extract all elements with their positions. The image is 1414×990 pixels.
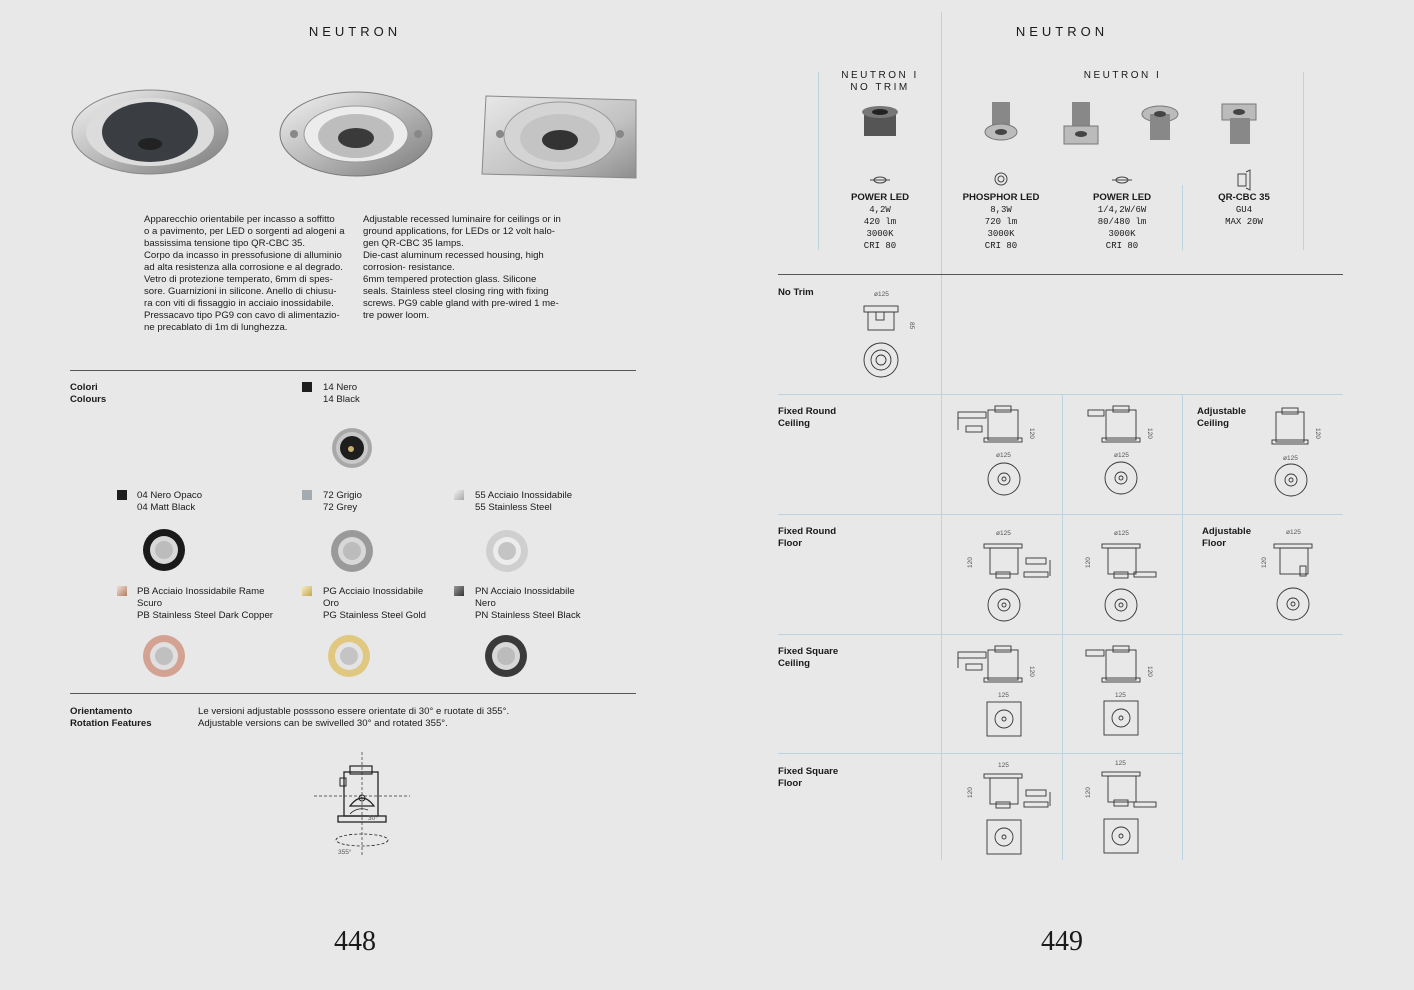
colour-label-04: 04 Nero Opaco 04 Matt Black <box>137 490 203 513</box>
colour-label-55: 55 Acciaio Inossidabile 55 Stainless Steel <box>475 490 573 513</box>
left-page-title: NEUTRON <box>308 24 402 39</box>
dim-label: ø125 <box>1114 530 1129 537</box>
drawing-square-ceiling-b <box>1086 646 1140 735</box>
colour-label-pb: PB Acciaio Inossidabile Rame Scuro PB Stainless Steel Dark Copper <box>137 586 273 621</box>
dim-label: 120 <box>1085 787 1092 798</box>
row-label-fixed-square-floor: Fixed Square Floor <box>778 766 839 789</box>
group-neutron-no-trim: NEUTRON I NO TRIM <box>841 70 919 93</box>
drawing-no-trim <box>864 306 898 377</box>
dim-label: ø125 <box>996 530 1011 537</box>
dim-label: 120 <box>1261 557 1268 568</box>
row-label-fixed-square-ceiling: Fixed Square Ceiling <box>778 646 839 669</box>
row-label-no-trim: No Trim <box>778 287 814 298</box>
tilt-angle-label: 30° <box>368 815 378 822</box>
dim-label: ø125 <box>874 291 889 298</box>
dim-label: 120 <box>967 557 974 568</box>
dim-label: 85 <box>908 322 915 330</box>
page-number-left: 448 <box>334 926 376 957</box>
row-label-fixed-round-floor: Fixed Round Floor <box>778 526 837 549</box>
dim-label: 120 <box>1028 666 1035 677</box>
rotation-label: Orientamento Rotation Features <box>70 706 152 729</box>
dim-label: 125 <box>998 762 1009 769</box>
dim-label: ø125 <box>1114 452 1129 459</box>
page-number-right: 449 <box>1041 926 1083 957</box>
label-adjustable-ceiling: Adjustable Ceiling <box>1197 406 1247 429</box>
colour-label-14: 14 Nero 14 Black <box>323 382 360 405</box>
dim-label: 120 <box>1085 557 1092 568</box>
source-phosphor-led: PHOSPHOR LED 8,3W 720 lm 3000K CRI 80 <box>962 192 1040 251</box>
dim-label: 125 <box>1115 760 1126 767</box>
source-power-led-1: POWER LED 4,2W 420 lm 3000K CRI 80 <box>850 192 910 251</box>
drawing-round-ceiling-a <box>958 406 1022 495</box>
dim-label: ø125 <box>1283 455 1298 462</box>
dimension-labels <box>874 291 1321 798</box>
drawing-round-floor-a <box>984 544 1050 621</box>
dim-label: 120 <box>1146 428 1153 439</box>
source-qr-cbc: QR-CBC 35 GU4 MAX 20W <box>1218 192 1270 227</box>
drawing-adjustable-floor <box>1274 544 1312 620</box>
colours-label: Colori Colours <box>70 382 107 405</box>
colour-label-pg: PG Acciaio Inossidabile Oro PG Stainless Steel Gold <box>323 586 426 621</box>
rotation-text: Le versioni adjustable posssono essere orientate di 30° e ruotate di 355°. Adjustable versions can be swivelled 30° and rotated 355°. <box>198 706 510 729</box>
drawing-round-ceiling-b <box>1088 406 1140 494</box>
rotation-angle-label: 355° <box>338 849 352 856</box>
dim-label: 120 <box>1146 666 1153 677</box>
dim-label: 125 <box>998 692 1009 699</box>
label-adjustable-floor: Adjustable Floor <box>1202 526 1252 549</box>
description-italian: Apparecchio orientabile per incasso a soffitto o a pavimento, per LED o sorgenti ad alogeni a bassissima tensione tipo QR-CBC 35. Corpo da incasso in pressofusione di alluminio ad alta resistenza alla corrosione e al degrado. Vetro di protezione temperato, 6mm di spes- sore. Guarnizioni in silicone. Anello di chiusu- ra con viti di fissaggio in acciaio inossidabile. Pressacavo tipo PG9 con cavo di alimentazio- ne precablato di 1m di lunghezza. <box>144 214 345 333</box>
dim-label: 120 <box>1028 428 1035 439</box>
row-label-fixed-round-ceiling: Fixed Round Ceiling <box>778 406 837 429</box>
group-neutron-i: NEUTRON I <box>1083 70 1162 81</box>
right-page-title: NEUTRON <box>1015 24 1109 39</box>
dim-label: 120 <box>1314 428 1321 439</box>
colour-label-72: 72 Grigio 72 Grey <box>323 490 362 513</box>
dim-label: 120 <box>967 787 974 798</box>
drawing-square-floor-b <box>1102 772 1156 853</box>
drawing-square-ceiling-a <box>958 646 1022 736</box>
description-english: Adjustable recessed luminaire for ceilings or in ground applications, for LEDs or 12 volt halo- gen QR-CBC 35 lamps. Die-cast aluminum recessed housing, high corrosion- resistance. 6mm tempered protection glass. Silicone seals. Stainless steel closing ring with fixing screws. PG9 cable gland with pre-wired 1 me- tre power loom. <box>363 214 561 321</box>
drawing-adjustable-ceiling <box>1272 408 1308 496</box>
drawing-round-floor-b <box>1102 544 1156 621</box>
source-power-led-2: POWER LED 1/4,2W/6W 80/480 lm 3000K CRI 80 <box>1092 192 1152 251</box>
dim-label: 125 <box>1115 692 1126 699</box>
dim-label: ø125 <box>996 452 1011 459</box>
colour-label-pn: PN Acciaio Inossidabile Nero PN Stainless Steel Black <box>475 586 581 621</box>
dim-label: ø125 <box>1286 529 1301 536</box>
drawing-square-floor-a <box>984 774 1050 854</box>
